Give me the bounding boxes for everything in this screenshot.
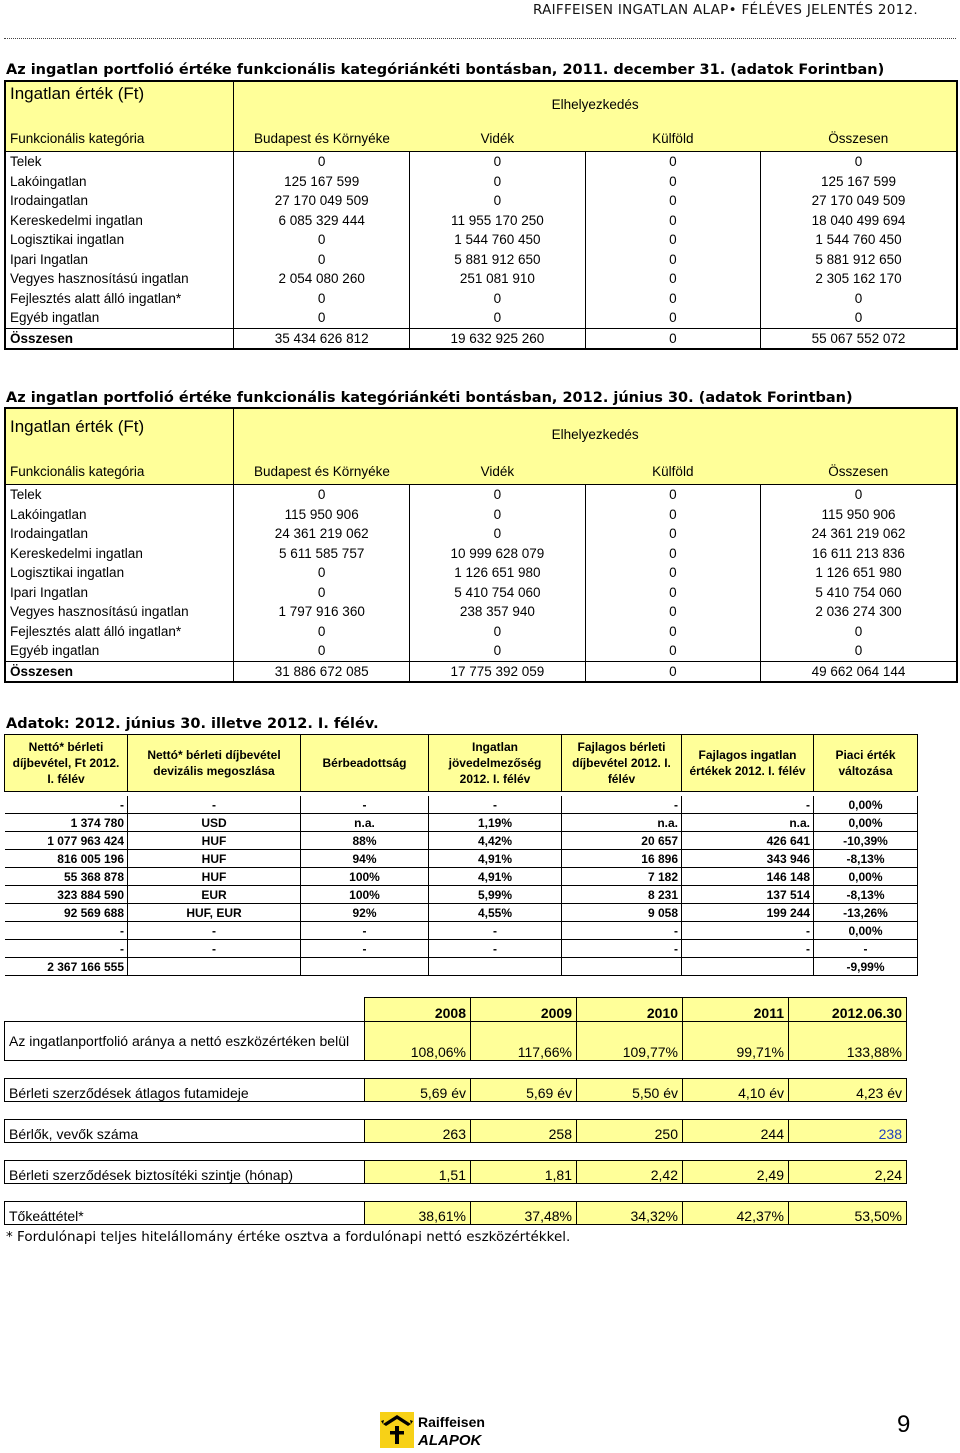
table-cell: 1 797 916 360 — [234, 602, 410, 622]
total-cell: 31 886 672 085 — [234, 661, 410, 682]
running-header: RAIFFEISEN INGATLAN ALAP• FÉLÉVES JELENTÉS 2012. — [532, 2, 918, 18]
table-cell: 0 — [585, 289, 760, 309]
table-cell: 0 — [585, 485, 760, 505]
table2-title: Az ingatlan portfolió értéke funkcionális kategóriánkéti bontásban, 2012. június 30. (adatok Forintban) — [6, 390, 853, 406]
table-row — [5, 152, 957, 172]
table-cell: HUF — [128, 868, 301, 886]
header-rule — [4, 38, 956, 39]
year-header: 2012.06.30 — [789, 998, 907, 1022]
table-cell: -8,13% — [814, 850, 918, 868]
table-cell: USD — [128, 814, 301, 832]
table-cell: 0 — [234, 583, 410, 603]
row-label: Fejlesztés alatt álló ingatlan* — [10, 290, 182, 306]
row-label: Fejlesztés alatt álló ingatlan* — [10, 623, 182, 639]
table-cell: 108,06% — [365, 1022, 471, 1061]
table-cell: 2,24 — [789, 1161, 907, 1184]
table-cell: - — [5, 922, 128, 940]
row-label: Kereskedelmi ingatlan — [10, 212, 143, 228]
table-cell: 42,37% — [683, 1202, 789, 1225]
table-cell: 0 — [585, 308, 760, 328]
column-header: Összesen — [760, 459, 957, 485]
row-label: Kereskedelmi ingatlan — [10, 545, 143, 561]
table-cell: 0,00% — [814, 922, 918, 940]
table-cell: 5 881 912 650 — [410, 250, 586, 270]
row-label: Ipari Ingatlan — [10, 251, 89, 267]
table-cell: 1,81 — [471, 1161, 577, 1184]
portfolio-table-2011 — [4, 80, 958, 350]
table-cell: n.a. — [301, 814, 429, 832]
table-cell: 4,91% — [429, 868, 562, 886]
table-cell: 137 514 — [682, 886, 814, 904]
table-cell — [301, 958, 429, 976]
row-label: Irodaingatlan — [10, 193, 89, 209]
table-cell: 263 — [365, 1120, 471, 1143]
row-label: Egyéb ingatlan — [10, 310, 100, 326]
raiffeisen-logo — [380, 1412, 494, 1448]
table-row — [5, 850, 918, 868]
table-cell: 0 — [585, 524, 760, 544]
table-cell: 0 — [234, 152, 410, 172]
group-header: Elhelyezkedés — [234, 81, 957, 126]
table-cell: 0 — [585, 250, 760, 270]
row-label: Irodaingatlan — [10, 526, 89, 542]
table-cell: 100% — [301, 868, 429, 886]
table-cell: -13,26% — [814, 904, 918, 922]
table-cell: 37,48% — [471, 1202, 577, 1225]
table-cell: 0 — [410, 289, 586, 309]
year-header: 2010 — [577, 998, 683, 1022]
table-cell: 38,61% — [365, 1202, 471, 1225]
row-label: Telek — [10, 487, 42, 503]
table-cell: 0 — [585, 191, 760, 211]
table-cell: 0 — [410, 485, 586, 505]
table-cell: 4,10 év — [683, 1079, 789, 1102]
table-cell: - — [682, 922, 814, 940]
column-header: Nettó* bérleti díjbevétel, Ft 2012. I. félév — [5, 735, 128, 792]
table-cell — [128, 958, 301, 976]
table-cell: 24 361 219 062 — [234, 524, 410, 544]
table-cell — [682, 958, 814, 976]
group-header: Elhelyezkedés — [234, 408, 957, 459]
total-cell: 49 662 064 144 — [760, 661, 957, 682]
table-cell: - — [128, 922, 301, 940]
table-cell: 816 005 196 — [5, 850, 128, 868]
row-label: Az ingatlanportfolió aránya a nettó eszközértéken belül — [5, 1022, 365, 1061]
table-cell: 0 — [234, 250, 410, 270]
table-cell: - — [562, 922, 682, 940]
table-cell: 1 544 760 450 — [410, 230, 586, 250]
column-header: Fajlagos ingatlan értékek 2012. I. félév — [682, 735, 814, 792]
table-cell: 5 410 754 060 — [760, 583, 957, 603]
table-cell: 0 — [760, 641, 957, 661]
table-cell: 1 077 963 424 — [5, 832, 128, 850]
column-header: Ingatlan jövedelmezőség 2012. I. félév — [429, 735, 562, 792]
row-label: Logisztikai ingatlan — [10, 565, 125, 581]
table-cell: 5 410 754 060 — [410, 583, 586, 603]
column-header: Nettó* bérleti díjbevétel devizális megoszlása — [128, 735, 301, 792]
table-cell: -10,39% — [814, 832, 918, 850]
column-header: Funkcionális kategória — [5, 459, 234, 485]
table-row — [5, 796, 918, 814]
table-cell: 0,00% — [814, 814, 918, 832]
table-cell: 27 170 049 509 — [234, 191, 410, 211]
table-cell: 0 — [585, 211, 760, 231]
table-cell: 2,49 — [683, 1161, 789, 1184]
table-cell: 94% — [301, 850, 429, 868]
table-cell: 0 — [410, 191, 586, 211]
table-cell: 115 950 906 — [234, 505, 410, 525]
table-cell: 0 — [234, 641, 410, 661]
column-header: Külföld — [585, 126, 760, 152]
table-cell: 2 305 162 170 — [760, 269, 957, 289]
table-corner-label: Ingatlan érték (Ft) — [5, 408, 234, 459]
table-cell: - — [5, 940, 128, 958]
column-header: Összesen — [760, 126, 957, 152]
table-cell: 0 — [585, 230, 760, 250]
table-cell: 0 — [585, 544, 760, 564]
table-cell: 0 — [585, 602, 760, 622]
table-cell: 100% — [301, 886, 429, 904]
table-cell: 8 231 — [562, 886, 682, 904]
table-cell: - — [301, 922, 429, 940]
column-header: Funkcionális kategória — [5, 126, 234, 152]
table-cell: n.a. — [562, 814, 682, 832]
table-row — [5, 308, 957, 328]
table-row — [5, 505, 957, 525]
total-cell: 35 434 626 812 — [234, 328, 410, 349]
table-cell: 0,00% — [814, 796, 918, 814]
table3-title: Adatok: 2012. június 30. illetve 2012. I. félév. — [6, 716, 379, 732]
rental-data-table — [4, 734, 918, 976]
table-cell: 2,42 — [577, 1161, 683, 1184]
row-label: Telek — [10, 154, 42, 170]
table-cell: 5,69 év — [471, 1079, 577, 1102]
table-cell: n.a. — [682, 814, 814, 832]
table-cell: 343 946 — [682, 850, 814, 868]
table-cell: 0 — [234, 485, 410, 505]
table-cell: - — [682, 940, 814, 958]
table-cell: 5,99% — [429, 886, 562, 904]
table-cell: - — [128, 940, 301, 958]
row-label: Vegyes hasznosítású ingatlan — [10, 604, 189, 620]
table-cell: 146 148 — [682, 868, 814, 886]
table-cell: - — [301, 940, 429, 958]
table-cell: 250 — [577, 1120, 683, 1143]
table-cell: - — [682, 796, 814, 814]
table-row — [5, 289, 957, 309]
total-label: Összesen — [10, 663, 74, 679]
table-cell: 5,69 év — [365, 1079, 471, 1102]
table-row — [5, 1022, 907, 1061]
table-cell: 0,00% — [814, 868, 918, 886]
table-row — [5, 191, 957, 211]
table-cell: 11 955 170 250 — [410, 211, 586, 231]
table-cell: 1 126 651 980 — [760, 563, 957, 583]
total-row — [5, 958, 918, 976]
table-cell: 18 040 499 694 — [760, 211, 957, 231]
table-row — [5, 641, 957, 661]
table-cell: 10 999 628 079 — [410, 544, 586, 564]
table-cell: 323 884 590 — [5, 886, 128, 904]
table-cell: 0 — [585, 563, 760, 583]
row-label: Ipari Ingatlan — [10, 584, 89, 600]
table-cell: 55 368 878 — [5, 868, 128, 886]
row-label: Lakóingatlan — [10, 506, 87, 522]
table-cell: 53,50% — [789, 1202, 907, 1225]
table-cell: - — [814, 940, 918, 958]
table-cell: 0 — [760, 152, 957, 172]
table-cell: - — [128, 796, 301, 814]
table-row — [5, 250, 957, 270]
portfolio-table-2012 — [4, 407, 958, 683]
table-row — [5, 485, 957, 505]
table-cell: 7 182 — [562, 868, 682, 886]
table-cell: -9,99% — [814, 958, 918, 976]
table-row — [5, 524, 957, 544]
year-header: 2009 — [471, 998, 577, 1022]
table-cell: 0 — [410, 524, 586, 544]
table-cell: 1 544 760 450 — [760, 230, 957, 250]
column-header: Budapest és Környéke — [234, 126, 410, 152]
table-row — [5, 1161, 907, 1184]
table-row — [5, 886, 918, 904]
table-cell: 125 167 599 — [234, 172, 410, 192]
column-header: Bérbeadottság — [301, 735, 429, 792]
table-cell: 0 — [410, 505, 586, 525]
table-row — [5, 563, 957, 583]
table-cell: 199 244 — [682, 904, 814, 922]
table-cell: - — [301, 796, 429, 814]
table-row — [5, 602, 957, 622]
table-row — [5, 814, 918, 832]
table-row — [5, 583, 957, 603]
table-cell: 4,55% — [429, 904, 562, 922]
table-cell: 4,23 év — [789, 1079, 907, 1102]
row-label: Vegyes hasznosítású ingatlan — [10, 271, 189, 287]
table-cell: 0 — [410, 622, 586, 642]
table-cell: 0 — [585, 505, 760, 525]
table-cell: 0 — [410, 152, 586, 172]
table-cell: 0 — [234, 308, 410, 328]
table-cell: 27 170 049 509 — [760, 191, 957, 211]
table-cell — [429, 958, 562, 976]
table-cell: 0 — [234, 230, 410, 250]
table-cell: 109,77% — [577, 1022, 683, 1061]
table-cell: HUF — [128, 832, 301, 850]
table-cell: 0 — [760, 485, 957, 505]
table-row — [5, 269, 957, 289]
row-label: Bérleti szerződések biztosítéki szintje (hónap) — [5, 1161, 365, 1184]
table-cell: 125 167 599 — [760, 172, 957, 192]
table-cell: 4,42% — [429, 832, 562, 850]
table-row — [5, 922, 918, 940]
table-cell: -8,13% — [814, 886, 918, 904]
table-row — [5, 904, 918, 922]
table-cell: 1 126 651 980 — [410, 563, 586, 583]
table-cell: 16 611 213 836 — [760, 544, 957, 564]
table-cell: 9 058 — [562, 904, 682, 922]
table-cell: HUF — [128, 850, 301, 868]
table-row — [5, 940, 918, 958]
row-label: Egyéb ingatlan — [10, 643, 100, 659]
logo-line1: Raiffeisen — [418, 1414, 485, 1430]
table-cell: 6 085 329 444 — [234, 211, 410, 231]
table-cell: 244 — [683, 1120, 789, 1143]
table-cell: 133,88% — [789, 1022, 907, 1061]
table-cell: 1 374 780 — [5, 814, 128, 832]
column-header: Piaci érték változása — [814, 735, 918, 792]
table-cell: 5,50 év — [577, 1079, 683, 1102]
table-row — [5, 1202, 907, 1225]
key-indicators-table — [4, 997, 907, 1225]
column-header: Budapest és Környéke — [234, 459, 410, 485]
table-row — [5, 832, 918, 850]
table-cell: 258 — [471, 1120, 577, 1143]
table-row — [5, 622, 957, 642]
table-cell: - — [429, 922, 562, 940]
table-cell: 92 569 688 — [5, 904, 128, 922]
column-header: Vidék — [410, 459, 586, 485]
total-cell: 0 — [585, 328, 760, 349]
footnote: * Fordulónapi teljes hitelállomány értéke osztva a fordulónapi nettó eszközértékkel. — [6, 1229, 571, 1245]
table-cell: 238 357 940 — [410, 602, 586, 622]
table-cell: 20 657 — [562, 832, 682, 850]
table-cell — [562, 958, 682, 976]
total-cell: 19 632 925 260 — [410, 328, 586, 349]
table-cell: 0 — [410, 641, 586, 661]
table-row — [5, 1079, 907, 1102]
table-cell: - — [429, 796, 562, 814]
table-row — [5, 1120, 907, 1143]
total-cell: 55 067 552 072 — [760, 328, 957, 349]
table-cell: 34,32% — [577, 1202, 683, 1225]
table-cell: 0 — [585, 172, 760, 192]
table-cell: 0 — [585, 583, 760, 603]
table-cell: 0 — [760, 308, 957, 328]
column-header: Külföld — [585, 459, 760, 485]
table-cell: 0 — [410, 308, 586, 328]
table-cell: 426 641 — [682, 832, 814, 850]
table-cell: 1,19% — [429, 814, 562, 832]
page-number: 9 — [897, 1411, 911, 1438]
column-header: Vidék — [410, 126, 586, 152]
table-cell: 117,66% — [471, 1022, 577, 1061]
table-row — [5, 544, 957, 564]
table-cell: 92% — [301, 904, 429, 922]
blank-cell — [5, 998, 365, 1022]
logo-line2: ALAPOK — [418, 1432, 482, 1448]
table-row — [5, 172, 957, 192]
table-cell: 0 — [234, 622, 410, 642]
table-corner-label: Ingatlan érték (Ft) — [5, 81, 234, 126]
table-cell: 0 — [234, 563, 410, 583]
table-cell: - — [562, 940, 682, 958]
table-cell: 0 — [234, 289, 410, 309]
table-cell: 24 361 219 062 — [760, 524, 957, 544]
total-cell: 0 — [585, 661, 760, 682]
table-cell: - — [562, 796, 682, 814]
year-header: 2008 — [365, 998, 471, 1022]
table-cell: 4,91% — [429, 850, 562, 868]
table-cell: 88% — [301, 832, 429, 850]
row-label: Bérleti szerződések átlagos futamideje — [5, 1079, 365, 1102]
table1-title: Az ingatlan portfolió értéke funkcionális kategóriánkéti bontásban, 2011. december 31. (adatok Forintban) — [6, 62, 885, 78]
table-cell: 238 — [789, 1120, 907, 1143]
table-cell: 0 — [585, 269, 760, 289]
raiffeisen-gable-cross-icon — [380, 1412, 494, 1448]
row-label: Tőkeáttétel* — [5, 1202, 365, 1225]
table-row — [5, 211, 957, 231]
table-cell: 5 881 912 650 — [760, 250, 957, 270]
table-cell: 0 — [410, 172, 586, 192]
table-cell: 2 367 166 555 — [5, 958, 128, 976]
table-cell: EUR — [128, 886, 301, 904]
table-cell: 0 — [585, 641, 760, 661]
table-row — [5, 230, 957, 250]
table-cell: 1,51 — [365, 1161, 471, 1184]
table-cell: 2 054 080 260 — [234, 269, 410, 289]
row-label: Lakóingatlan — [10, 173, 87, 189]
table-cell: HUF, EUR — [128, 904, 301, 922]
table-cell: 0 — [760, 622, 957, 642]
table-cell: 99,71% — [683, 1022, 789, 1061]
table-cell: 2 036 274 300 — [760, 602, 957, 622]
year-header: 2011 — [683, 998, 789, 1022]
table-cell: 5 611 585 757 — [234, 544, 410, 564]
total-label: Összesen — [10, 330, 74, 346]
total-cell: 17 775 392 059 — [410, 661, 586, 682]
table-cell: 115 950 906 — [760, 505, 957, 525]
table-cell: 0 — [585, 152, 760, 172]
table-cell: 0 — [760, 289, 957, 309]
row-label: Logisztikai ingatlan — [10, 232, 125, 248]
table-cell: 16 896 — [562, 850, 682, 868]
table-cell: 251 081 910 — [410, 269, 586, 289]
row-label: Bérlők, vevők száma — [5, 1120, 365, 1143]
table-cell: 0 — [585, 622, 760, 642]
table-cell: - — [5, 796, 128, 814]
table-row — [5, 868, 918, 886]
table-cell: - — [429, 940, 562, 958]
column-header: Fajlagos bérleti díjbevétel 2012. I. félév — [562, 735, 682, 792]
